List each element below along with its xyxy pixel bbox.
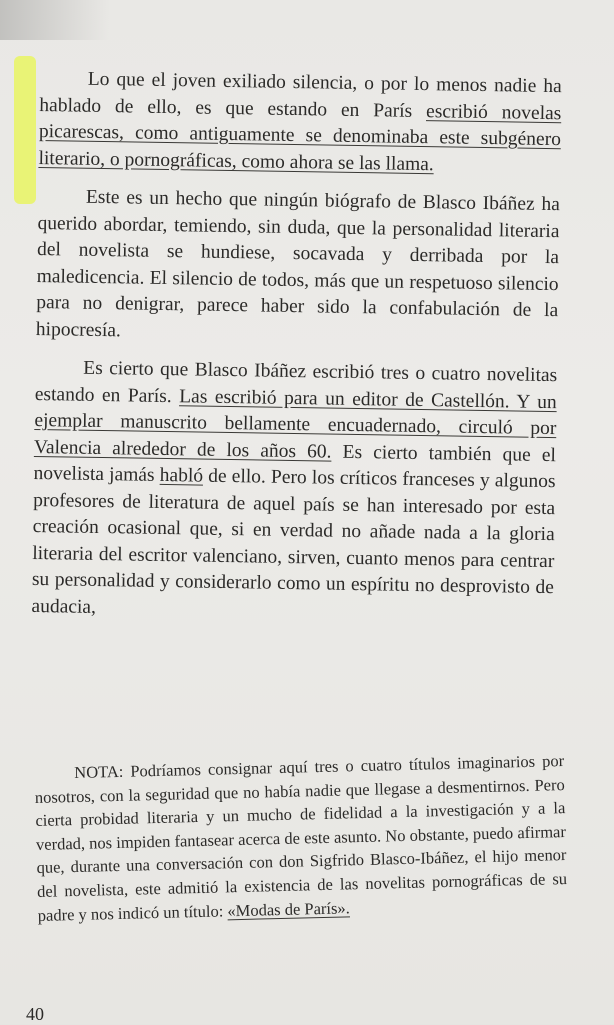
footnote: NOTA: Podríamos consignar aquí tres o cuatro títulos imaginarios por nosotros, con la seguridad que no había nadie que llegase a desmentirnos. Pero cierta probidad literaria y un mucho de fidelidad a la investigación y a la verdad, nos impiden fantasear acerca de este asunto. No obstante, puedo afirmar que, durante una conversación con don Sigfrido Blasco-Ibáñez, el hijo menor del novelista, este admitió la existencia de las novelitas pornográficas de su padre y nos indicó un título: «Modas de París». <box>34 751 568 925</box>
underlined-passage: Las escribió para un editor de Castellón. Y un ejemplar manuscrito bellamente encuadernado, circuló por Valencia alrededor de los años 60. <box>33 385 557 463</box>
page-number: 40 <box>26 1004 44 1024</box>
paragraph-1: Lo que el joven exiliado silencia, o por lo menos nadie ha hablado de ello, es que estando en París escribió novelas picarescas, como antiguamente se denominaba este subgénero literario, o pornográficas, como ahora se las llama. <box>38 68 562 175</box>
underlined-title: «Modas de París». <box>227 897 350 920</box>
main-text <box>31 66 562 640</box>
paragraph-3: Es cierto que Blasco Ibáñez escribió tres o cuatro novelitas estando en París. Las escribió para un editor de Castellón. Y un ejemplar manuscrito bellamente encuadernado, circuló por Valencia alrededor de los años 60. Es cierto también que el novelista jamás habló de ello. Pero los críticos franceses y algunos profesores de literatura de aquel país se han interesado por esta creación ocasional que, si en verdad no añade nada a la gloria literaria del escritor valenciano, sirven, cuanto menos para centrar su personalidad y considerarlo como un espíritu no desprovisto de audacia, <box>31 357 558 618</box>
underlined-passage: escribió novelas picarescas, como antiguamente se denominaba este subgénero literario, o pornográficas, como ahora se las llama. <box>38 100 562 175</box>
paragraph-2: Este es un hecho que ningún biógrafo de Blasco Ibáñez ha querido abordar, temiendo, sin duda, que la personalidad literaria del novelista se hundiese, socavada y derribada por la maledicencia. El silencio de todos, más que un respetuoso silencio para no denigrar, parece haber sido la confabulación de la hipocresía. <box>35 186 561 341</box>
underlined-word: habló <box>159 464 204 487</box>
page-shadow <box>0 0 110 40</box>
highlighter-mark <box>14 56 36 204</box>
